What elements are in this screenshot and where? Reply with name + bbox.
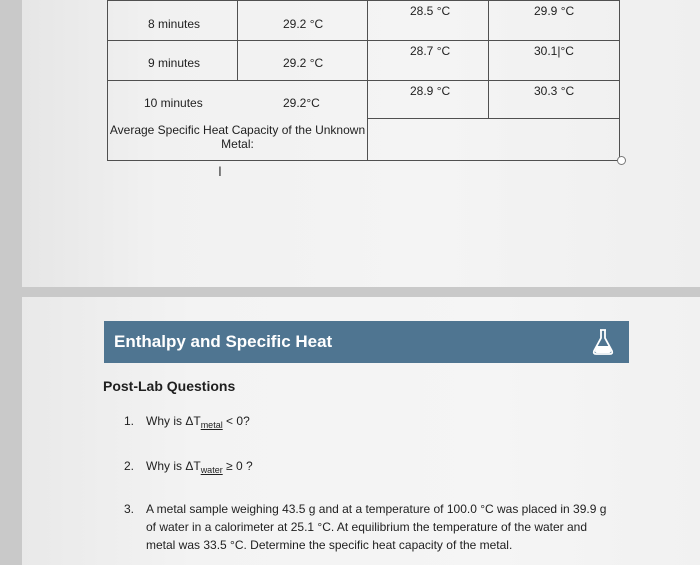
table-cell[interactable] — [368, 81, 489, 119]
table-row — [108, 1, 620, 41]
average-label-cell — [108, 119, 368, 161]
question-2 — [124, 457, 424, 477]
temp-value: 28.5 °C — [410, 4, 451, 18]
question-line: of water in a calorimeter at 25.1 °C. At equilibrium the temperature of the water and — [146, 520, 588, 534]
section-banner — [104, 321, 629, 363]
question-line: A metal sample weighing 43.5 g and at a temperature of 100.0 °C was placed in 39.9 g — [146, 502, 607, 516]
table-cell[interactable] — [238, 41, 368, 81]
text-cursor-icon: I — [218, 163, 222, 179]
temp-value: 28.9 °C — [410, 84, 451, 98]
table-cell[interactable] — [108, 81, 368, 119]
question-text — [146, 457, 253, 476]
table-cell[interactable] — [368, 1, 489, 41]
temp-value: 30.3 °C — [534, 84, 575, 98]
question-suffix: < 0? — [226, 414, 250, 428]
table-cell[interactable] — [489, 1, 620, 41]
subscript: water — [200, 465, 223, 475]
temp-value: 29.2 °C — [283, 56, 324, 70]
question-number: 3. — [124, 502, 135, 516]
banner-title: Enthalpy and Specific Heat — [114, 332, 333, 351]
subscript: metal — [200, 420, 223, 430]
table-cell[interactable] — [489, 41, 620, 81]
question-3 — [124, 500, 684, 560]
table-cell[interactable] — [108, 1, 238, 41]
time-label: 9 minutes — [148, 56, 201, 70]
question-suffix: ≥ 0 ? — [226, 459, 253, 473]
average-value-cell[interactable] — [368, 119, 620, 161]
data-table — [107, 0, 620, 161]
question-prefix: Why is ΔT — [146, 459, 201, 473]
table-cell[interactable] — [489, 81, 620, 119]
time-label: 8 minutes — [148, 17, 201, 31]
table-row — [108, 119, 620, 161]
temp-value: 30.1|°C — [534, 44, 574, 58]
temp-value: 29.2 °C — [283, 17, 324, 31]
question-1 — [124, 412, 424, 432]
post-lab-heading: Post-Lab Questions — [103, 378, 236, 394]
table-cell[interactable] — [368, 41, 489, 81]
question-line: metal was 33.5 °C. Determine the specific heat capacity of the metal. — [146, 538, 513, 552]
question-number: 1. — [124, 414, 135, 428]
question-text — [146, 412, 250, 431]
question-prefix: Why is ΔT — [146, 414, 201, 428]
temp-value: 29.2°C — [283, 96, 320, 110]
table-row — [108, 81, 620, 119]
average-label: Average Specific Heat Capacity of the Unknown Metal: — [109, 122, 366, 151]
table-resize-handle[interactable] — [617, 156, 626, 165]
flask-icon — [589, 327, 617, 357]
temp-value: 29.9 °C — [534, 4, 575, 18]
question-number: 2. — [124, 459, 135, 473]
temp-value: 28.7 °C — [410, 44, 451, 58]
table-cell[interactable] — [238, 1, 368, 41]
table-row — [108, 41, 620, 81]
table-cell[interactable] — [108, 41, 238, 81]
time-label: 10 minutes — [144, 96, 203, 110]
